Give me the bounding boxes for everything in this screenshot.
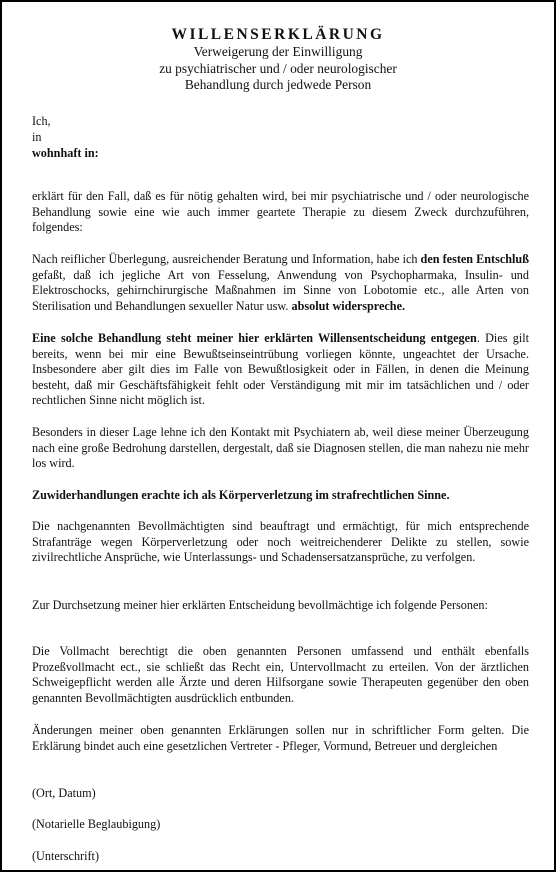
- identity-ich: Ich,: [32, 114, 51, 128]
- paragraph-aenderungen: Änderungen meiner oben genannten Erklärungen sollen nur in schriftlicher Form gelten. Die Erklärung bindet auch eine gesetzlichen Vertreter - Pfleger, Vormund, Betreuer und dergleichen: [32, 723, 529, 753]
- paragraph-vollmacht: Die Vollmacht berechtigt die oben genannten Personen umfassend und enthält ebenfalls Prozeßvollmacht ect., sie schließt das Recht ein, Untervollmacht zu erteilen. Von der ärztlichen Schweigepflicht werden alle Ärzte und deren Hilfsorgane sowie Therapeuten gegenüber den oben genannten Bevollmächtigten ausdrücklich entbunden.: [32, 644, 529, 705]
- document-header: [2, 26, 554, 94]
- subtitle-line-1: Verweigerung der Einwilligung: [193, 44, 363, 59]
- paragraph-bevollmaechtigte: Die nachgenannten Bevollmächtigten sind beauftragt und ermächtigt, für mich entsprechende Strafanträge wegen Körperverletzung oder noch weitreichenderer Delikte zu stellen, sowie zivilrechtliche Ansprüche, wie Unterlassungs- und Schadensersatzansprüche, zu verfolgen.: [32, 519, 529, 565]
- paragraph-entschluss: [32, 252, 529, 314]
- signature-ort-datum: (Ort, Datum): [32, 786, 96, 800]
- p3-text-rest: . Dies gilt bereits, wenn bei mir eine Bewußtseinseintrübung vorliegen könnte, ungeachtet der Ursache. Insbesondere aber gilt dies im Falle von Bewußtlosigkeit oder in Fällen, in denen die Meinung besteht, daß mir Geschäftsfähigkeit fehlt oder Verständigung mit mir im tatsächlichen und / oder rechtlichen Sinne nicht möglich ist.: [32, 331, 529, 408]
- p3-bold-lead: Eine solche Behandlung steht meiner hier erklärten Willensentscheidung entgegen: [32, 331, 477, 345]
- paragraph-koerperverletzung: Zuwiderhandlungen erachte ich als Körperverletzung im strafrechtlichen Sinne.: [32, 488, 450, 502]
- p2-bold-entschluss: den festen Entschluß: [420, 252, 529, 266]
- paragraph-durchsetzung: Zur Durchsetzung meiner hier erklärten Entscheidung bevollmächtige ich folgende Personen:: [32, 598, 488, 612]
- signature-unterschrift: (Unterschrift): [32, 849, 100, 863]
- document-title: WILLENSERKLÄRUNG: [171, 26, 385, 43]
- p2-text-a: Nach reiflicher Überlegung, ausreichender Beratung und Information, habe ich: [32, 252, 421, 266]
- subtitle-line-2: zu psychiatrischer und / oder neurologischer: [159, 60, 397, 76]
- identity-wohnhaft: wohnhaft in:: [32, 146, 99, 160]
- subtitle-line-3: Behandlung durch jedwede Person: [184, 77, 372, 92]
- paragraph-intro: erklärt für den Fall, daß es für nötig gehalten wird, bei mir psychiatrische und / oder neurologische Behandlung sowie eine wie auch immer geartete Therapie zu diesem Zweck durchzuführen, folgendes:: [32, 189, 529, 235]
- paragraph-willensentscheidung: [32, 331, 529, 409]
- p2-bold-widerspreche: absolut widerspreche.: [291, 298, 406, 313]
- p2-text-c: gefaßt, daß ich jegliche Art von Fesselung, Anwendung von Psychopharmaka, Insulin- und Elektroschocks, gehirnchirurgische Maßnahmen im Sinne von Lobotomie etc., alle Arten von Sterilisation und Behandlungen sexueller Natur usw.: [32, 267, 529, 313]
- signature-notarielle-beglaubigung: (Notarielle Beglaubigung): [32, 817, 161, 831]
- identity-in: in: [32, 130, 42, 144]
- paragraph-psychiater: Besonders in dieser Lage lehne ich den Kontakt mit Psychiatern ab, weil diese meiner Überzeugung nach eine große Bedrohung darstellen, dergestalt, daß sie Diagnosen stellen, die man nahezu nie mehr los wird.: [32, 425, 529, 471]
